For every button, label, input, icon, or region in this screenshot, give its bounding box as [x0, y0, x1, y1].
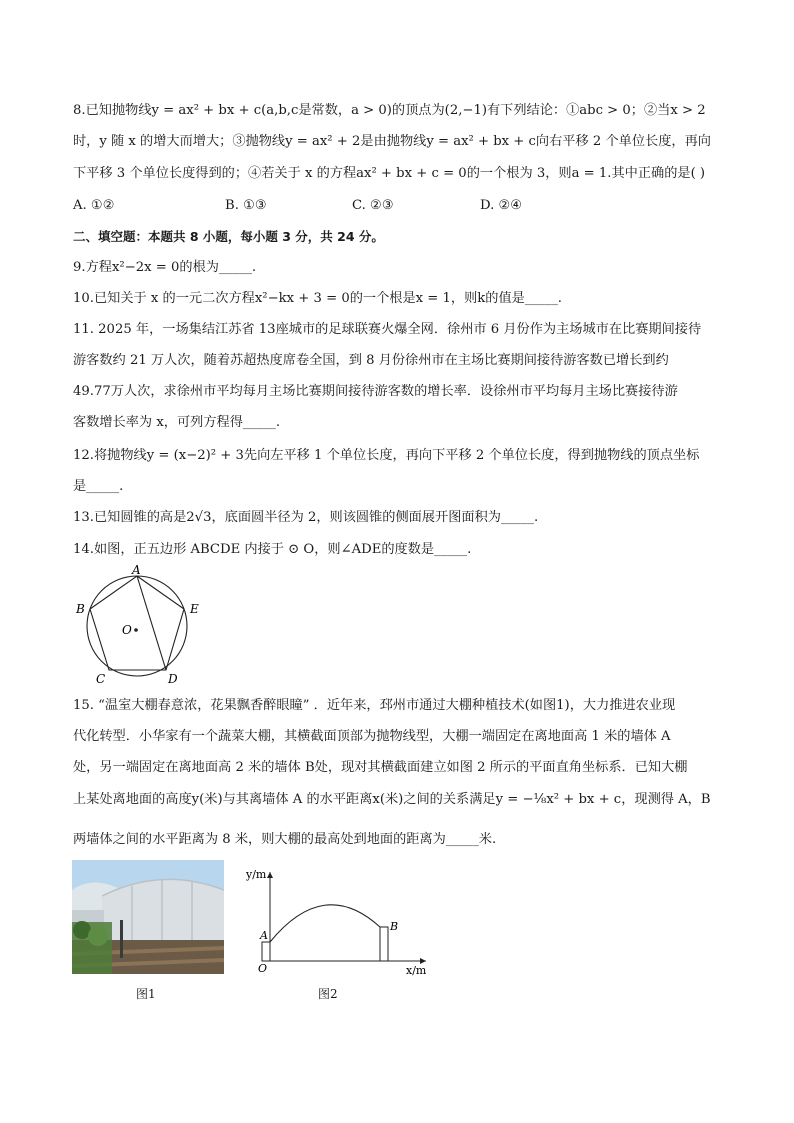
- label-b: B: [76, 602, 85, 616]
- q11-line-1: 11. 2025 年，一场集结江苏省 13座城市的足球联赛火爆全网．徐州市 6 月份作为主场城市在比赛期间接待: [73, 322, 702, 337]
- q15-line-2: 代化转型．小华家有一个蔬菜大棚，其横截面顶部为抛物线型，大棚一端固定在离地面高 1 米的墙体 A: [73, 729, 671, 744]
- wall-a-label: A: [260, 929, 268, 942]
- q8-line-1: 8.已知抛物线y = ax² + bx + c(a,b,c是常数，a > 0)的顶点为(2,−1)有下列结论：①abc > 0；②当x > 2: [73, 103, 706, 118]
- figure2-caption: 图2: [318, 987, 338, 1001]
- q8-option-b: B. ①③: [225, 198, 267, 213]
- wall-b: [380, 927, 388, 961]
- q8-options: [73, 197, 673, 215]
- x-axis-label: x/m: [406, 964, 427, 977]
- label-e: E: [190, 602, 199, 616]
- label-d: D: [168, 672, 178, 686]
- q8-option-a: A. ①②: [73, 198, 115, 213]
- q15-line-5: 两墙体之间的水平距离为 8 米，则大棚的最高处到地面的距离为_____米.: [73, 832, 497, 847]
- pentagon-abcde: [90, 576, 184, 670]
- q14-figure-pentagon: [72, 562, 208, 688]
- q10-text: 10.已知关于 x 的一元二次方程x²−kx + 3 = 0的一个根是x = 1，则k的值是_____.: [73, 291, 562, 306]
- q8-option-c: C. ②③: [352, 198, 394, 213]
- q9-text: 9.方程x²−2x = 0的根为_____.: [73, 260, 257, 275]
- q15-line-1: 15. “温室大棚春意浓，花果飘香醉眼瞳” ．近年来，邳州市通过大棚种植技术(如图1)，大力推进农业现: [73, 698, 676, 713]
- section-heading-fill-in: 二、填空题：本题共 8 小题，每小题 3 分，共 24 分。: [73, 229, 384, 244]
- circle-o: [87, 576, 187, 676]
- label-a: A: [132, 563, 141, 577]
- label-c: C: [96, 672, 106, 686]
- q12-line-1: 12.将抛物线y = (x−2)² + 3先向左平移 1 个单位长度，再向下平移 2 个单位长度，得到抛物线的顶点坐标: [73, 448, 700, 463]
- origin-label: O: [258, 962, 268, 975]
- wall-b-label: B: [390, 920, 399, 933]
- parabola-roof: [270, 905, 380, 942]
- y-axis-label: y/m: [246, 868, 267, 881]
- q11-line-3: 49.77万人次，求徐州市平均每月主场比赛期间接待游客数的增长率．设徐州市平均每月主场比赛接待游: [73, 384, 678, 399]
- q8-option-d: D. ②④: [480, 198, 523, 213]
- q15-line-3: 处，另一端固定在离地面高 2 米的墙体 B处，现对其横截面建立如图 2 所示的平面直角坐标系．已知大棚: [73, 760, 688, 775]
- center-point-o: [134, 628, 138, 632]
- q15-line-4: 上某处离地面的高度y(米)与其离墙体 A 的水平距离x(米)之间的关系满足y = −⅛x² + bx + c，现测得 A，B: [73, 792, 711, 807]
- segment-ad: [137, 576, 166, 670]
- greenhouse-photo: [72, 860, 224, 974]
- q14-text: 14.如图，正五边形 ABCDE 内接于 ⊙ O，则∠ADE的度数是_____.: [73, 542, 472, 557]
- q8-line-3: 下平移 3 个单位长度得到的；④若关于 x 的方程ax² + bx + c = 0的一个根为 3，则a = 1.其中正确的是( ): [73, 166, 706, 181]
- coordinate-diagram: [240, 858, 440, 978]
- label-o: O: [122, 623, 132, 637]
- figure1-caption: 图1: [136, 987, 156, 1001]
- q11-line-4: 客数增长率为 x，可列方程得_____.: [73, 415, 281, 430]
- q8-line-2: 时，y 随 x 的增大而增大；③抛物线y = ax² + 2是由抛物线y = ax² + bx + c向右平移 2 个单位长度，再向: [73, 134, 711, 149]
- q13-text: 13.已知圆锥的高是2√3，底面圆半径为 2，则该圆锥的侧面展开图面积为_____.: [73, 510, 539, 525]
- q12-line-2: 是_____.: [73, 479, 124, 494]
- q11-line-2: 游客数约 21 万人次，随着苏超热度席卷全国，到 8 月份徐州市在主场比赛期间接待游客数已增长到约: [73, 353, 669, 368]
- wall-a: [262, 942, 270, 961]
